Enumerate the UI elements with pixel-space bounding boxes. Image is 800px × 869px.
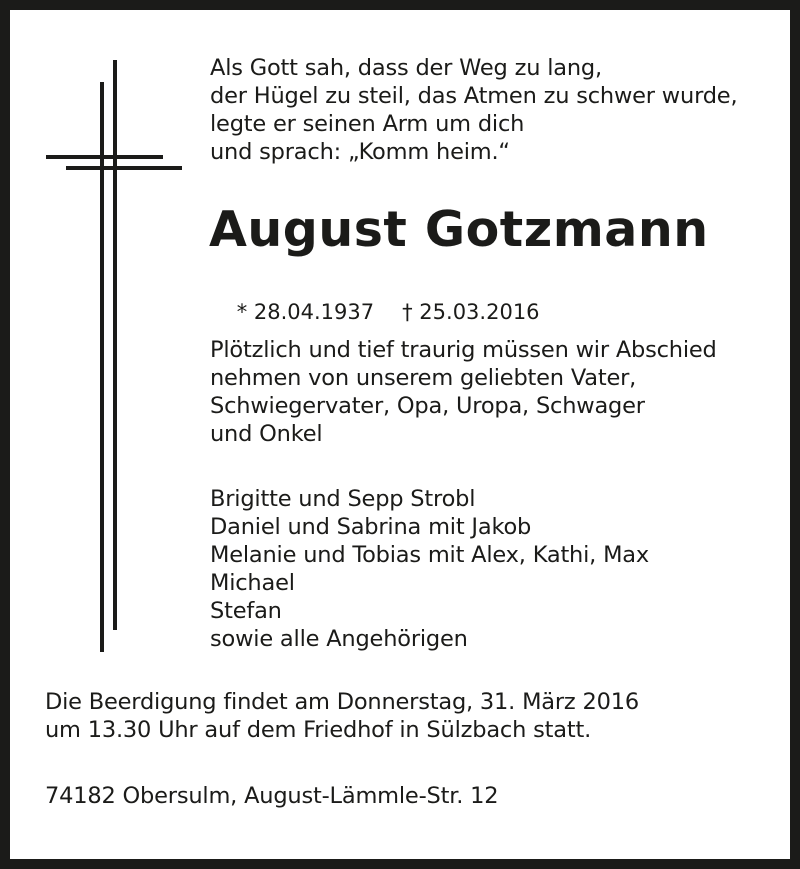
birth-date: * 28.04.1937 [236,300,375,324]
cross-horizontal-upper [46,155,163,159]
poem-line: der Hügel zu steil, das Atmen zu schwer wurde, [210,83,738,109]
obituary-card [10,10,790,859]
message-line: Schwiegervater, Opa, Uropa, Schwager [210,393,645,419]
message-line: Plötzlich und tief traurig müssen wir Abschied [210,337,717,363]
poem-line: Als Gott sah, dass der Weg zu lang, [210,55,602,81]
mourner-line: Brigitte und Sepp Strobl [210,486,476,512]
funeral-line: um 13.30 Uhr auf dem Friedhof in Sülzbach statt. [45,717,592,743]
deceased-name: August Gotzmann [209,201,709,258]
mourner-line: Michael [210,570,295,596]
mourner-line: Melanie und Tobias mit Alex, Kathi, Max [210,542,649,568]
mourner-line: Stefan [210,598,282,624]
poem-line: legte er seinen Arm um dich [210,111,525,137]
cross-horizontal-lower [66,166,182,170]
mourner-line: sowie alle Angehörigen [210,626,468,652]
message-line: nehmen von unserem geliebten Vater, [210,365,637,391]
mourner-line: Daniel und Sabrina mit Jakob [210,514,532,540]
message-line: und Onkel [210,421,323,447]
address: 74182 Obersulm, August-Lämmle-Str. 12 [45,783,499,809]
cross-vertical-right [113,60,117,630]
death-date: † 25.03.2016 [402,300,540,324]
funeral-line: Die Beerdigung findet am Donnerstag, 31. März 2016 [45,689,639,715]
poem-line: und sprach: „Komm heim.“ [210,139,510,165]
